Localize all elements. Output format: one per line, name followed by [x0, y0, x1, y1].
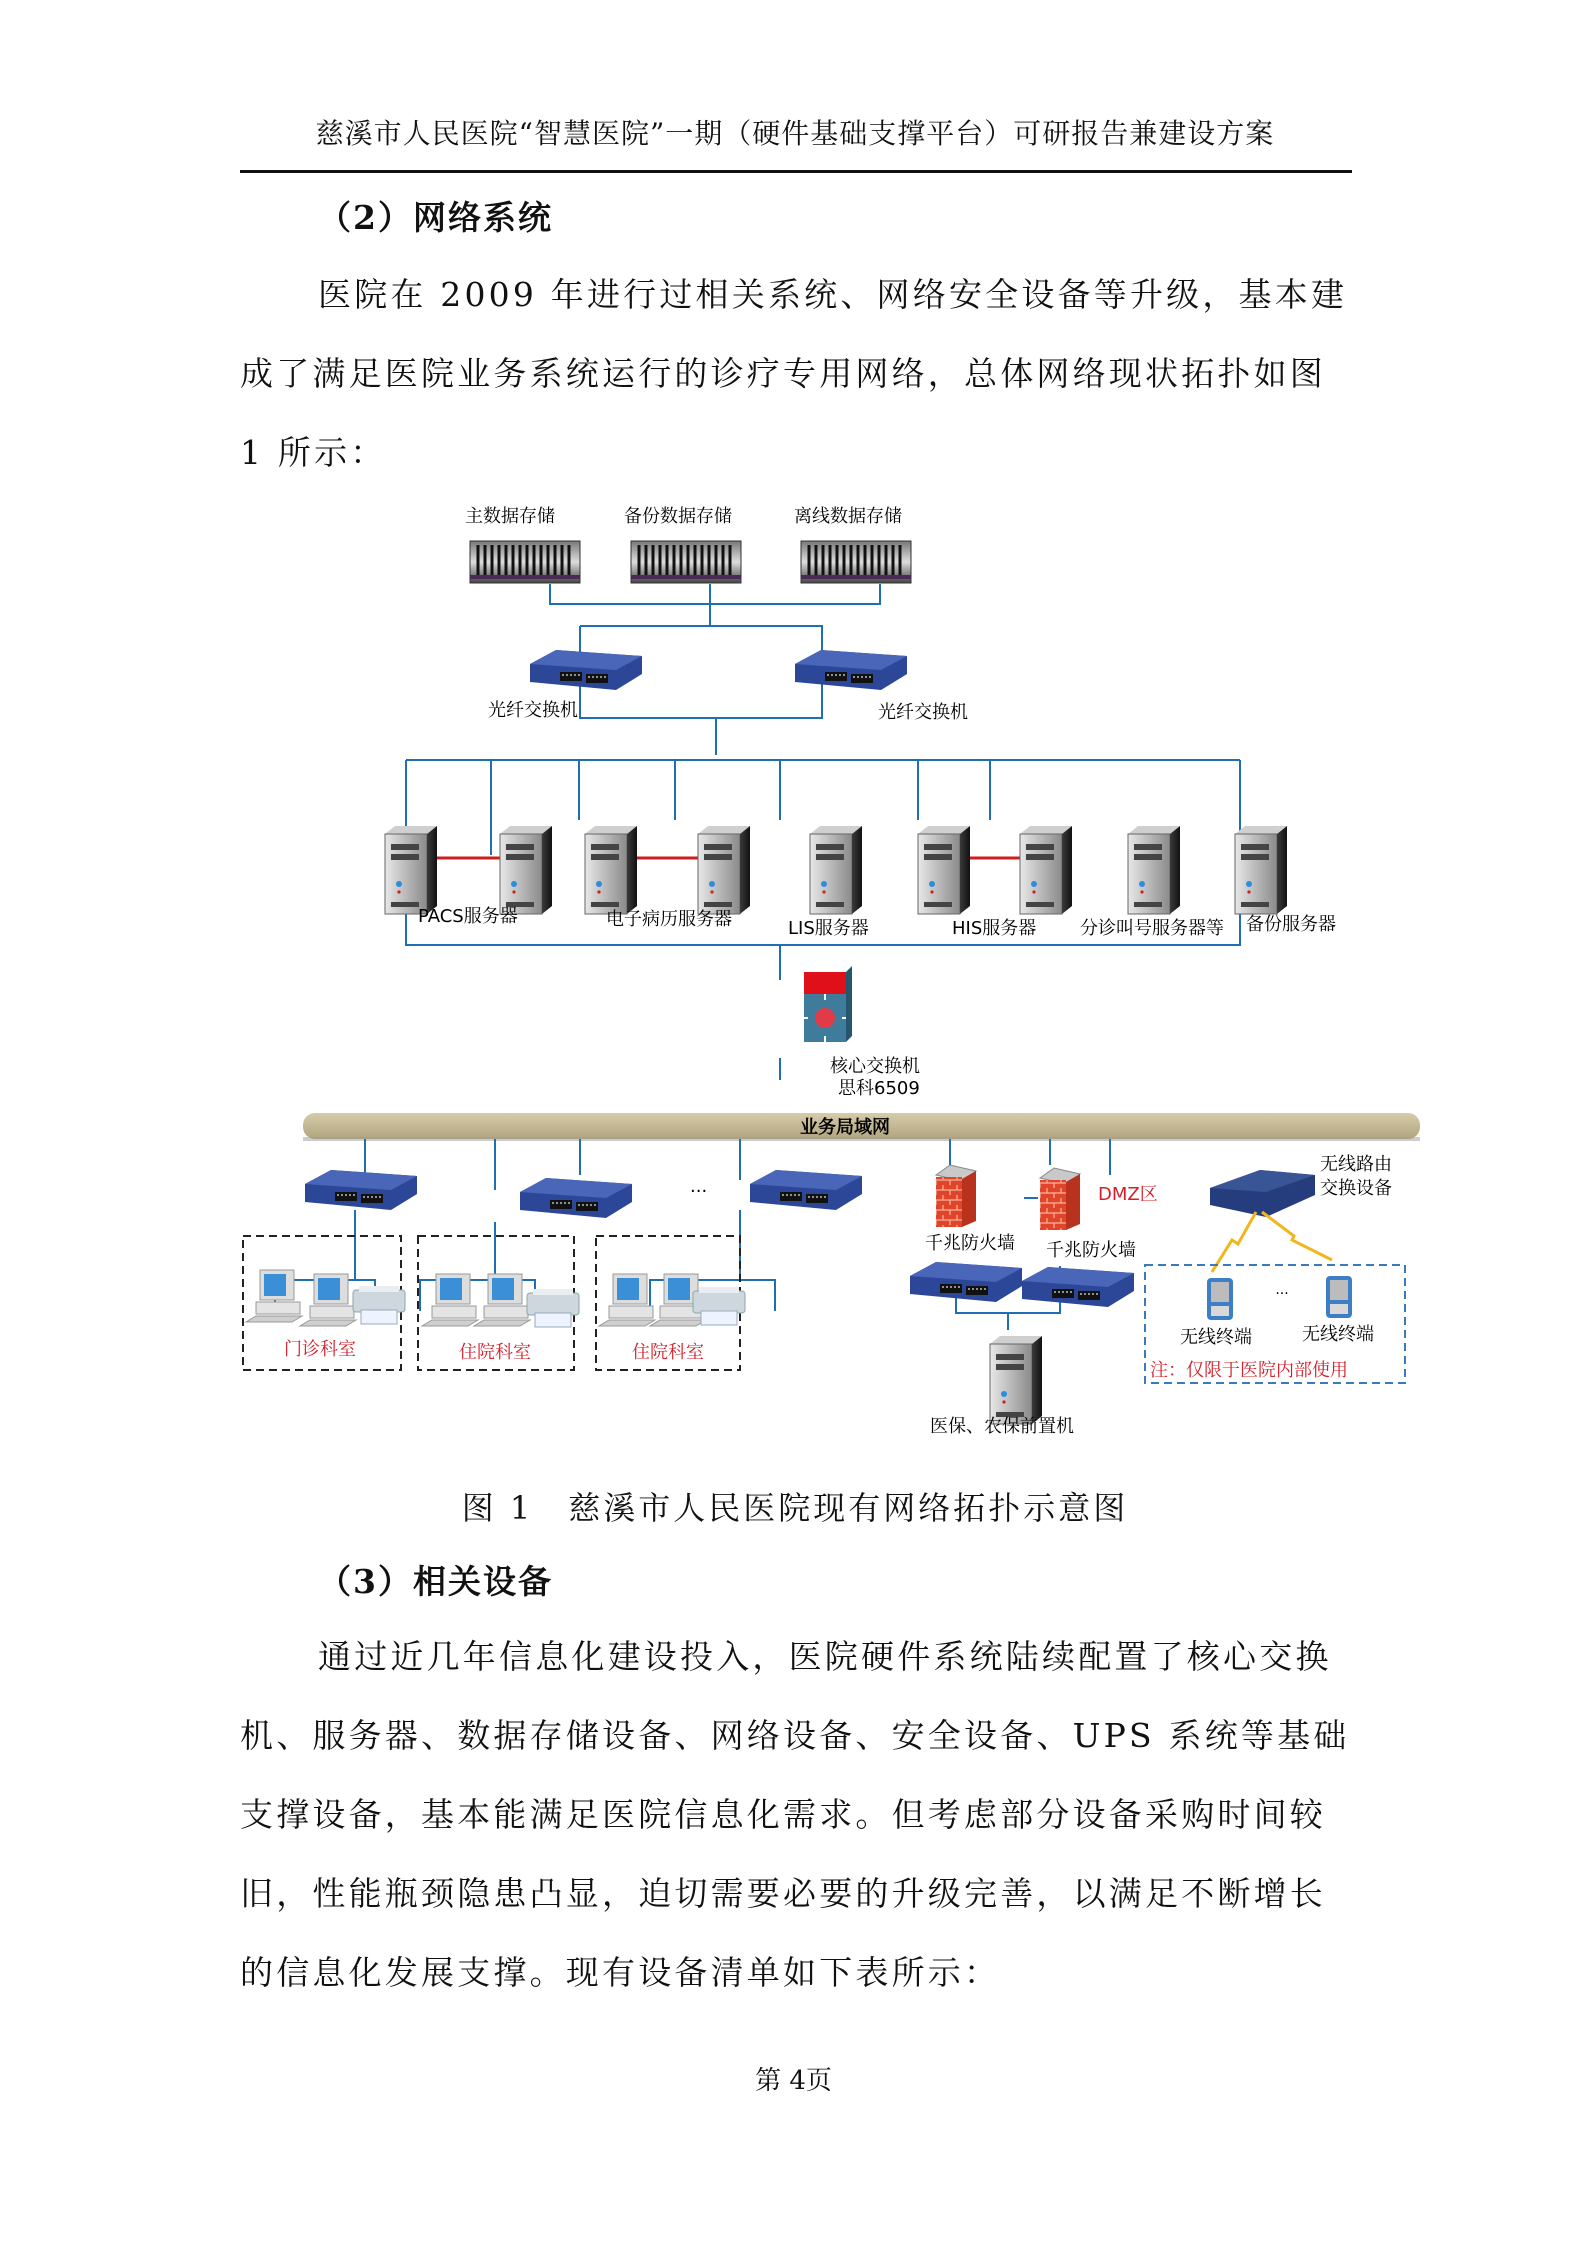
page-number: 第 4页: [755, 2066, 832, 2096]
dmz-switch-icon: [1022, 1267, 1134, 1307]
wireless-signal-icon: [1212, 1212, 1332, 1272]
pda-icon: [1326, 1276, 1352, 1318]
wireless-terminal-label-1: 无线终端: [1180, 1327, 1252, 1348]
pc-icon: [422, 1274, 478, 1326]
access-switch-icon: [750, 1170, 862, 1210]
storage-array-icon: [801, 541, 911, 583]
server-label-triage: 分诊叫号服务器等: [1080, 918, 1224, 939]
department-label-inpatient-1: 住院科室: [459, 1342, 531, 1363]
ellipsis: ...: [690, 1176, 708, 1197]
paragraph-line: 机、服务器、数据存储设备、网络设备、安全设备、UPS 系统等基础: [240, 1716, 1350, 1755]
server-icon-his-2: [1020, 826, 1072, 914]
firewall-label-2: 千兆防火墙: [1046, 1240, 1136, 1261]
server-icon-his-1: [918, 826, 970, 914]
server-icon-emr-2: [698, 826, 750, 914]
paragraph-line: 支撑设备，基本能满足医院信息化需求。但考虑部分设备采购时间较: [240, 1795, 1326, 1834]
server-label-pacs: PACS服务器: [418, 906, 518, 927]
core-switch-label-2: 思科6509: [838, 1078, 920, 1099]
fiber-switch-icon: [530, 650, 642, 690]
paragraph-line: 成了满足医院业务系统运行的诊疗专用网络，总体网络现状拓扑如图: [240, 354, 1326, 393]
printer-icon: [693, 1287, 745, 1325]
firewall-icon: [936, 1165, 976, 1227]
paragraph-line: 旧，性能瓶颈隐患凸显，迫切需要必要的升级完善，以满足不断增长: [240, 1874, 1326, 1913]
section-heading-network: （2）网络系统: [318, 198, 553, 237]
storage-array-icon: [470, 541, 580, 583]
pda-icon: [1207, 1278, 1233, 1320]
pc-icon: [599, 1274, 655, 1326]
section-heading-equipment: （3）相关设备: [318, 1562, 553, 1601]
figure-caption: 图 1 慈溪市人民医院现有网络拓扑示意图: [461, 1489, 1129, 1527]
paragraph-line: 1 所示：: [240, 433, 387, 472]
core-switch-icon: [804, 966, 852, 1042]
server-icon-triage: [1128, 826, 1180, 914]
front-machine-label: 医保、农保前置机: [930, 1416, 1074, 1437]
wireless-router-icon: [1210, 1170, 1315, 1217]
fiber-switch-icon: [795, 650, 907, 690]
dmz-label: DMZ区: [1098, 1184, 1158, 1205]
wireless-router-label-2: 交换设备: [1320, 1178, 1392, 1199]
server-label-lis: LIS服务器: [788, 918, 869, 939]
wireless-note: 注：仅限于医院内部使用: [1150, 1360, 1348, 1381]
fiber-switch-label-2: 光纤交换机: [878, 702, 968, 723]
firewall-icon: [1040, 1168, 1080, 1230]
pc-icon: [246, 1270, 302, 1322]
department-label-outpatient: 门诊科室: [284, 1339, 356, 1360]
server-icon-emr-1: [585, 826, 637, 914]
wireless-terminal-label-2: 无线终端: [1302, 1324, 1374, 1345]
server-label-backup: 备份服务器: [1246, 914, 1336, 935]
running-header: 慈溪市人民医院“智慧医院”一期（硬件基础支撑平台）可研报告兼建设方案: [315, 117, 1275, 150]
paragraph-line: 医院在 2009 年进行过相关系统、网络安全设备等升级，基本建: [318, 275, 1348, 314]
wireless-router-label-1: 无线路由: [1320, 1154, 1392, 1175]
wireless-ellipsis: ...: [1275, 1282, 1289, 1298]
lan-label: 业务局域网: [800, 1117, 890, 1138]
storage-array-icon: [631, 541, 741, 583]
server-icon-lis: [810, 826, 862, 914]
printer-icon: [527, 1289, 579, 1327]
paragraph-line: 通过近几年信息化建设投入，医院硬件系统陆续配置了核心交换: [318, 1637, 1332, 1676]
server-icon-pacs-2: [500, 826, 552, 914]
pc-icon: [474, 1274, 530, 1326]
access-switch-icon: [305, 1170, 417, 1210]
paragraph-equipment: [240, 1617, 1350, 2012]
dmz-switch-icon: [910, 1262, 1022, 1302]
server-icon-backup: [1235, 826, 1287, 914]
department-label-inpatient-2: 住院科室: [632, 1342, 704, 1363]
server-label-his: HIS服务器: [952, 918, 1037, 939]
storage-label-backup: 备份数据存储: [624, 506, 732, 527]
pc-icon: [300, 1274, 356, 1326]
core-switch-label-1: 核心交换机: [830, 1056, 920, 1077]
firewall-label-1: 千兆防火墙: [925, 1233, 1015, 1254]
access-switch-icon: [520, 1178, 632, 1218]
server-label-emr: 电子病历服务器: [606, 909, 732, 930]
server-icon-pacs-1: [385, 826, 437, 914]
fiber-switch-label-1: 光纤交换机: [488, 700, 578, 721]
paragraph-line: 的信息化发展支撑。现有设备清单如下表所示：: [240, 1953, 1001, 1992]
storage-label-offline: 离线数据存储: [794, 506, 902, 527]
printer-icon: [353, 1286, 405, 1324]
server-icon-front-machine: [990, 1336, 1042, 1424]
storage-label-primary: 主数据存储: [465, 506, 555, 527]
